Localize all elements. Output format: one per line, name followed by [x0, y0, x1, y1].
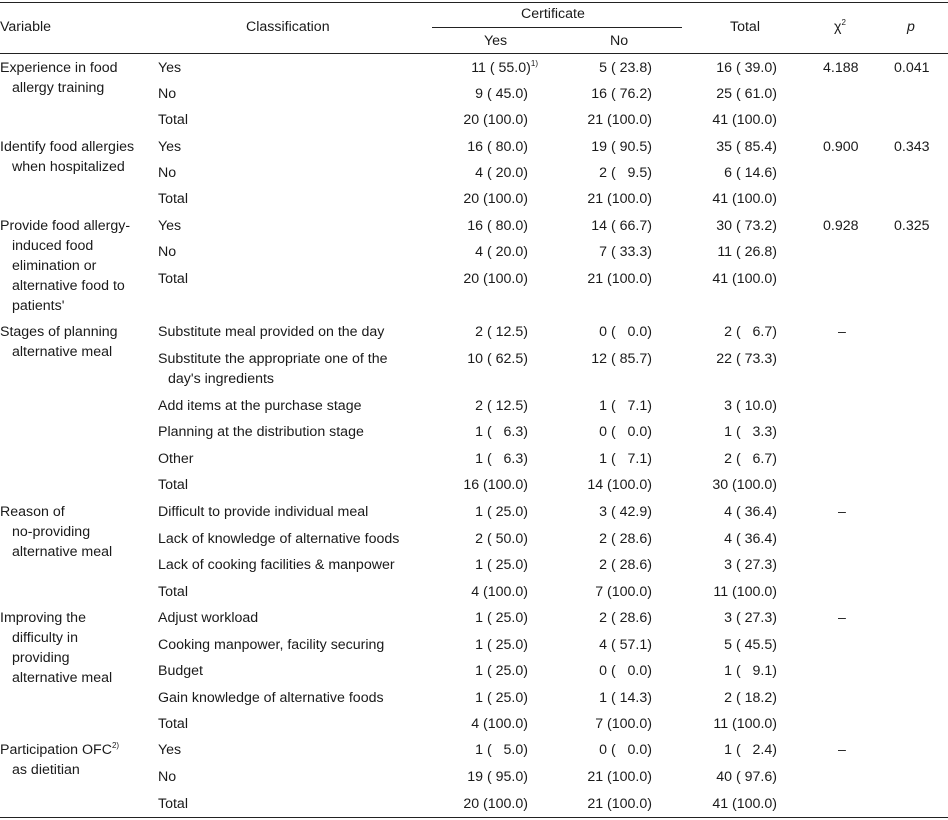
cell-total: 16 ( 39.0) [716, 60, 777, 76]
cell-total: 11 (100.0) [713, 716, 777, 732]
header-variable: Variable [0, 19, 51, 35]
cell-no: 1 ( 7.1) [599, 451, 652, 467]
cell-yes: 20 (100.0) [463, 271, 528, 287]
cell-total: 22 ( 73.3) [716, 351, 777, 367]
cell-total: 3 ( 10.0) [724, 398, 777, 414]
classification-line: Yes [158, 742, 182, 758]
cell-total: 3 ( 27.3) [724, 610, 777, 626]
variable-label-line: elimination or [12, 258, 97, 274]
cell-no: 1 ( 14.3) [599, 690, 652, 706]
cell-yes: 4 ( 20.0) [475, 244, 528, 260]
variable-label-line: Reason of [0, 504, 65, 520]
classification-line: Lack of knowledge of alternative foods [158, 531, 400, 547]
classification-cell [158, 422, 428, 442]
classification-cell [158, 396, 428, 416]
variable-label-line: alternative meal [12, 344, 113, 360]
chi-square-value: – [838, 742, 846, 758]
cell-no: 21 (100.0) [587, 796, 652, 812]
variable-label-line: Provide food allergy- [0, 218, 131, 234]
variable-label [0, 137, 150, 177]
cell-yes: 16 ( 80.0) [467, 218, 528, 234]
classification-cell [158, 714, 428, 734]
variable-label-line: Stages of planning [0, 324, 118, 340]
cell-total: 2 ( 18.2) [724, 690, 777, 706]
cell-yes: 1 ( 6.3) [475, 424, 528, 440]
cell-no: 2 ( 28.6) [599, 610, 652, 626]
variable-label-line: induced food [12, 238, 94, 254]
cell-total: 25 ( 61.0) [716, 86, 777, 102]
classification-cell [158, 269, 428, 289]
variable-label-line: alternative food to [12, 278, 125, 294]
cell-total: 4 ( 36.4) [724, 504, 777, 520]
chi-square-value: 0.928 [823, 218, 859, 234]
cell-yes: 16 (100.0) [463, 477, 528, 493]
cell-no: 19 ( 90.5) [591, 139, 652, 155]
classification-cell [158, 216, 428, 236]
cell-no: 21 (100.0) [587, 112, 652, 128]
cell-yes: 16 ( 80.0) [467, 139, 528, 155]
cell-no: 5 ( 23.8) [599, 60, 652, 76]
classification-cell [158, 688, 428, 708]
footnote-marker: 2) [111, 741, 120, 750]
cell-total: 11 ( 26.8) [717, 244, 777, 260]
cell-total: 6 ( 14.6) [724, 165, 777, 181]
cell-total: 30 ( 73.2) [716, 218, 777, 234]
header-cert-no: No [610, 33, 629, 49]
cell-yes: 1 ( 25.0) [475, 557, 528, 573]
cell-yes: 20 (100.0) [463, 191, 528, 207]
cell-total: 41 (100.0) [712, 271, 777, 287]
cell-total: 3 ( 27.3) [724, 557, 777, 573]
classification-cell [158, 475, 428, 495]
cell-yes: 19 ( 95.0) [467, 769, 528, 785]
cell-yes: 20 (100.0) [463, 112, 528, 128]
cell-no: 1 ( 7.1) [599, 398, 652, 414]
cell-no: 7 (100.0) [595, 584, 652, 600]
chi-square-value: – [838, 324, 846, 340]
cell-no: 2 ( 28.6) [599, 557, 652, 573]
variable-label-line: Experience in food [0, 60, 118, 76]
cell-total: 35 ( 85.4) [716, 139, 777, 155]
classification-line: Yes [158, 139, 182, 155]
cell-no: 7 (100.0) [595, 716, 652, 732]
classification-line: Total [158, 716, 188, 732]
cell-no: 7 ( 33.3) [599, 244, 652, 260]
classification-line: Yes [158, 218, 182, 234]
classification-cell [158, 110, 428, 130]
cell-no: 14 ( 66.7) [591, 218, 652, 234]
cell-yes: 20 (100.0) [463, 796, 528, 812]
classification-line: Add items at the purchase stage [158, 398, 362, 414]
variable-label-line: when hospitalized [12, 159, 125, 175]
variable-label-line: providing [12, 650, 70, 666]
classification-line: No [158, 769, 177, 785]
cell-total: 41 (100.0) [712, 112, 777, 128]
table-bottom-rule [0, 817, 948, 818]
cell-no: 21 (100.0) [587, 271, 652, 287]
classification-cell [158, 58, 428, 78]
classification-line: Budget [158, 663, 203, 679]
cell-total: 40 ( 97.6) [716, 769, 777, 785]
cell-total: 11 (100.0) [713, 584, 777, 600]
chi-square-value: – [838, 610, 846, 626]
cell-yes: 9 ( 45.0) [475, 86, 528, 102]
header-chi-square: $\chi^2$ [834, 18, 846, 35]
cell-yes: 4 ( 20.0) [475, 165, 528, 181]
variable-label [0, 58, 150, 98]
classification-cell [158, 661, 428, 681]
cell-total: 30 (100.0) [712, 477, 777, 493]
header-p: p [907, 19, 915, 35]
cell-yes: 1 ( 25.0) [475, 504, 528, 520]
cell-no: 14 (100.0) [587, 477, 652, 493]
classification-cell [158, 189, 428, 209]
cell-yes: 1 ( 25.0) [475, 637, 528, 653]
cell-total: 1 ( 3.3) [724, 424, 777, 440]
certificate-underline [432, 27, 682, 28]
cell-no: 2 ( 9.5) [599, 165, 652, 181]
classification-line: Total [158, 112, 188, 128]
classification-line: Other [158, 451, 194, 467]
classification-cell [158, 449, 428, 469]
cell-total: 2 ( 6.7) [724, 451, 777, 467]
p-value: 0.325 [894, 218, 930, 234]
classification-cell [158, 794, 428, 814]
cell-no: 12 ( 85.7) [591, 351, 652, 367]
header-cert-yes: Yes [484, 33, 508, 49]
cell-yes: 2 ( 50.0) [475, 531, 528, 547]
classification-line: Gain knowledge of alternative foods [158, 690, 384, 706]
classification-line: Substitute meal provided on the day [158, 324, 385, 340]
cell-yes: 11 ( 55.0)$^{1)}$ [471, 59, 538, 76]
variable-label-line: alternative meal [12, 670, 113, 686]
variable-label-line: Identify food allergies [0, 139, 135, 155]
cell-no: 4 ( 57.1) [599, 637, 652, 653]
cell-yes: 10 ( 62.5) [467, 351, 528, 367]
cell-total: 4 ( 36.4) [724, 531, 777, 547]
variable-label-line: no-providing [12, 524, 91, 540]
variable-label [0, 608, 150, 688]
classification-cell [158, 163, 428, 183]
classification-line: Difficult to provide individual meal [158, 504, 369, 520]
table-top-rule [0, 2, 948, 3]
classification-cell [158, 322, 428, 342]
variable-label-line: alternative meal [12, 544, 113, 560]
classification-cell [158, 635, 428, 655]
header-bottom-rule [0, 53, 948, 54]
classification-line: day's ingredients [168, 371, 275, 387]
variable-label [0, 216, 150, 316]
cell-yes: 4 (100.0) [471, 716, 528, 732]
variable-label-line: allergy training [12, 80, 105, 96]
classification-cell [158, 608, 428, 628]
classification-line: Total [158, 191, 188, 207]
cell-total: 41 (100.0) [712, 796, 777, 812]
chi-square-value: 0.900 [823, 139, 859, 155]
classification-cell [158, 555, 428, 575]
classification-line: No [158, 165, 177, 181]
classification-line: Lack of cooking facilities & manpower [158, 557, 395, 573]
cell-yes: 2 ( 12.5) [475, 398, 528, 414]
variable-label-line: difficulty in [12, 630, 78, 646]
cell-total: 2 ( 6.7) [724, 324, 777, 340]
cell-yes: 1 ( 25.0) [475, 663, 528, 679]
variable-label-line: patients' [12, 298, 65, 314]
classification-cell [158, 767, 428, 787]
cell-yes: 1 ( 25.0) [475, 690, 528, 706]
chi-square-value: – [838, 504, 846, 520]
cell-no: 21 (100.0) [587, 191, 652, 207]
cell-no: 0 ( 0.0) [599, 742, 652, 758]
cell-no: 0 ( 0.0) [599, 424, 652, 440]
classification-cell [158, 529, 428, 549]
variable-label [0, 502, 150, 562]
classification-line: Total [158, 271, 188, 287]
footnote-marker: 1) [530, 59, 538, 68]
cell-yes: 1 ( 5.0) [475, 742, 528, 758]
cell-no: 3 ( 42.9) [599, 504, 652, 520]
classification-cell [158, 84, 428, 104]
classification-cell [158, 502, 428, 522]
classification-line: Cooking manpower, facility securing [158, 637, 385, 653]
classification-line: Total [158, 584, 188, 600]
classification-line: Substitute the appropriate one of the [158, 351, 388, 367]
cell-no: 2 ( 28.6) [599, 531, 652, 547]
variable-label-line: Improving the [0, 610, 86, 626]
classification-line: Total [158, 477, 188, 493]
classification-cell [158, 242, 428, 262]
p-value: 0.041 [894, 60, 930, 76]
cell-no: 21 (100.0) [587, 769, 652, 785]
classification-cell [158, 137, 428, 157]
cell-yes: 4 (100.0) [471, 584, 528, 600]
variable-label-line: Participation OFC$^{2)}$ [0, 741, 120, 758]
classification-line: Total [158, 796, 188, 812]
cell-yes: 1 ( 6.3) [475, 451, 528, 467]
cell-total: 1 ( 9.1) [724, 663, 777, 679]
cell-no: 0 ( 0.0) [599, 324, 652, 340]
p-value: 0.343 [894, 139, 930, 155]
variable-label [0, 740, 150, 780]
chi-square-value: 4.188 [823, 60, 859, 76]
cell-total: 5 ( 45.5) [724, 637, 777, 653]
classification-line: No [158, 86, 177, 102]
cell-yes: 2 ( 12.5) [475, 324, 528, 340]
classification-cell [158, 582, 428, 602]
classification-cell [158, 349, 428, 389]
classification-cell [158, 740, 428, 760]
cell-no: 16 ( 76.2) [591, 86, 652, 102]
cell-no: 0 ( 0.0) [599, 663, 652, 679]
header-classification: Classification [246, 19, 330, 35]
variable-label [0, 322, 150, 362]
header-total: Total [730, 19, 760, 35]
cell-yes: 1 ( 25.0) [475, 610, 528, 626]
classification-line: Planning at the distribution stage [158, 424, 364, 440]
header-certificate: Certificate [521, 6, 585, 22]
cell-total: 1 ( 2.4) [724, 742, 777, 758]
classification-line: No [158, 244, 177, 260]
classification-line: Adjust workload [158, 610, 259, 626]
classification-line: Yes [158, 60, 182, 76]
variable-label-line: as dietitian [12, 762, 80, 778]
cell-total: 41 (100.0) [712, 191, 777, 207]
